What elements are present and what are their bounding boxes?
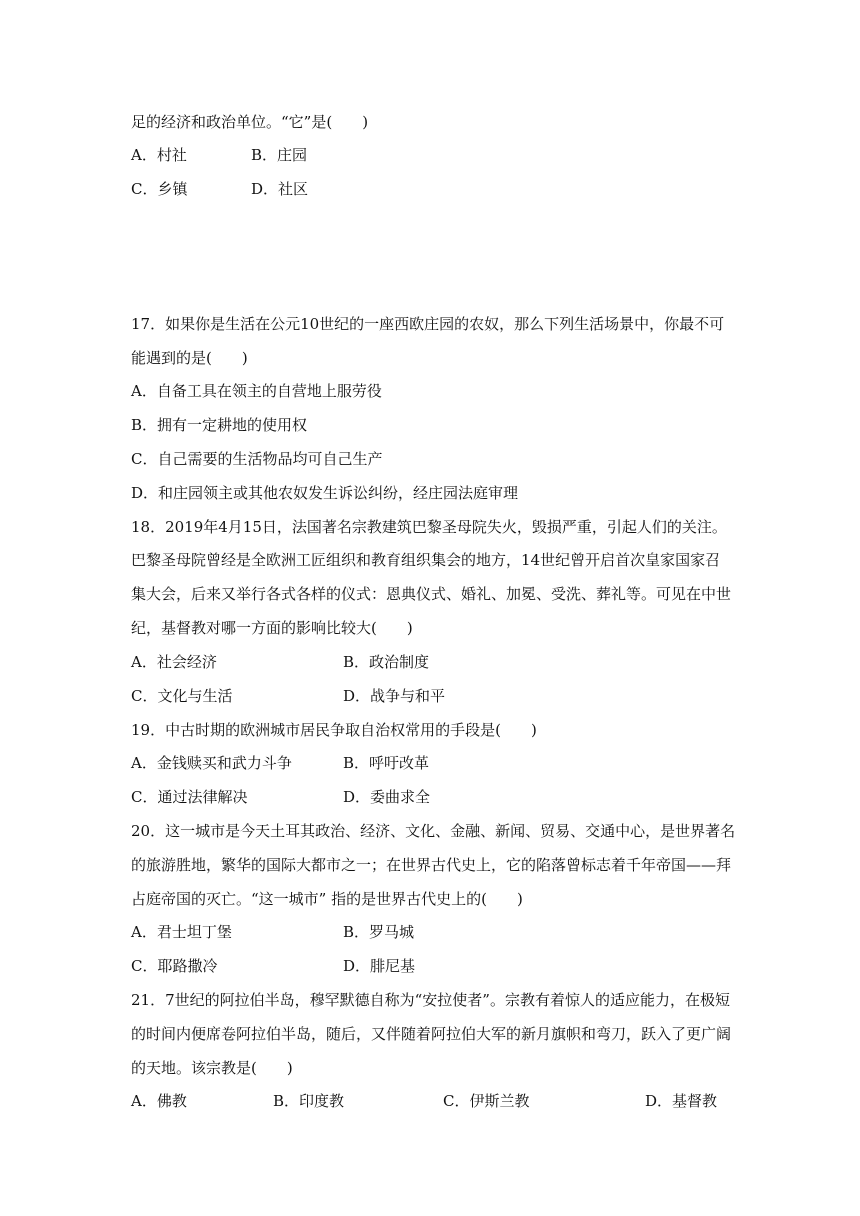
- q21-option-a: A．佛教: [131, 1092, 187, 1110]
- q19-option-c: C．通过法律解决: [131, 788, 248, 806]
- q18-stem-line-4: 纪，基督教对哪一方面的影响比较大( ): [131, 619, 413, 637]
- q18-stem-line-1: 18．2019年4月15日，法国著名宗教建筑巴黎圣母院失火，毁损严重，引起人们的关注。: [131, 518, 727, 536]
- q17-option-a: A．自备工具在领主的自营地上服劳役: [131, 382, 382, 400]
- q17-stem-line-2: 能遇到的是( ): [131, 349, 248, 367]
- q20-option-c: C．耶路撒冷: [131, 957, 218, 975]
- q16-option-a: A．村社: [131, 146, 187, 164]
- q18-stem-line-3: 集大会，后来又举行各式各样的仪式：恩典仪式、婚礼、加冕、受洗、葬礼等。可见在中世: [131, 585, 732, 603]
- q18-option-c: C．文化与生活: [131, 687, 233, 705]
- q20-option-d: D．腓尼基: [343, 957, 416, 975]
- q18-stem-line-2: 巴黎圣母院曾经是全欧洲工匠组织和教育组织集会的地方，14世纪曾开启首次皇家国家召: [131, 551, 721, 569]
- q20-option-b: B．罗马城: [343, 923, 415, 941]
- q21-stem-line-2: 的时间内便席卷阿拉伯半岛，随后，又伴随着阿拉伯大军的新月旗帜和弯刀，跃入了更广阔: [131, 1025, 732, 1043]
- q20-option-a: A．君士坦丁堡: [131, 923, 232, 941]
- q21-stem-line-3: 的天地。该宗教是( ): [131, 1059, 293, 1077]
- q16-stem-tail: 足的经济和政治单位。“它”是( ): [131, 113, 369, 131]
- q16-option-b: B．庄园: [251, 146, 308, 164]
- q21-stem-line-1: 21．7世纪的阿拉伯半岛，穆罕默德自称为“安拉使者”。宗教有着惊人的适应能力，在极短: [131, 991, 730, 1009]
- q19-option-a: A．金钱赎买和武力斗争: [131, 754, 292, 772]
- q18-option-d: D．战争与和平: [343, 687, 446, 705]
- q19-stem-line-1: 19．中古时期的欧洲城市居民争取自治权常用的手段是( ): [131, 721, 537, 739]
- q18-option-a: A．社会经济: [131, 653, 217, 671]
- q18-option-b: B．政治制度: [343, 653, 430, 671]
- q20-stem-line-2: 的旅游胜地，繁华的国际大都市之一；在世界古代史上，它的陷落曾标志着千年帝国——拜: [131, 856, 732, 874]
- q21-option-b: B．印度教: [273, 1092, 345, 1110]
- q17-option-b: B．拥有一定耕地的使用权: [131, 416, 308, 434]
- q19-option-b: B．呼吁改革: [343, 754, 430, 772]
- q17-option-c: C．自己需要的生活物品均可自己生产: [131, 450, 383, 468]
- q17-stem-line-1: 17．如果你是生活在公元10世纪的一座西欧庄园的农奴，那么下列生活场景中，你最不可: [131, 315, 725, 333]
- q20-stem-line-3: 占庭帝国的灭亡。“这一城市” 指的是世界古代史上的( ): [131, 890, 523, 908]
- q19-option-d: D．委曲求全: [343, 788, 431, 806]
- q21-option-d: D．基督教: [645, 1092, 718, 1110]
- q21-option-c: C．伊斯兰教: [443, 1092, 530, 1110]
- q16-option-d: D．社区: [251, 180, 309, 198]
- q17-option-d: D．和庄园领主或其他农奴发生诉讼纠纷，经庄园法庭审理: [131, 484, 519, 502]
- q16-option-c: C．乡镇: [131, 180, 188, 198]
- q20-stem-line-1: 20．这一城市是今天土耳其政治、经济、文化、金融、新闻、贸易、交通中心，是世界著名: [131, 822, 736, 840]
